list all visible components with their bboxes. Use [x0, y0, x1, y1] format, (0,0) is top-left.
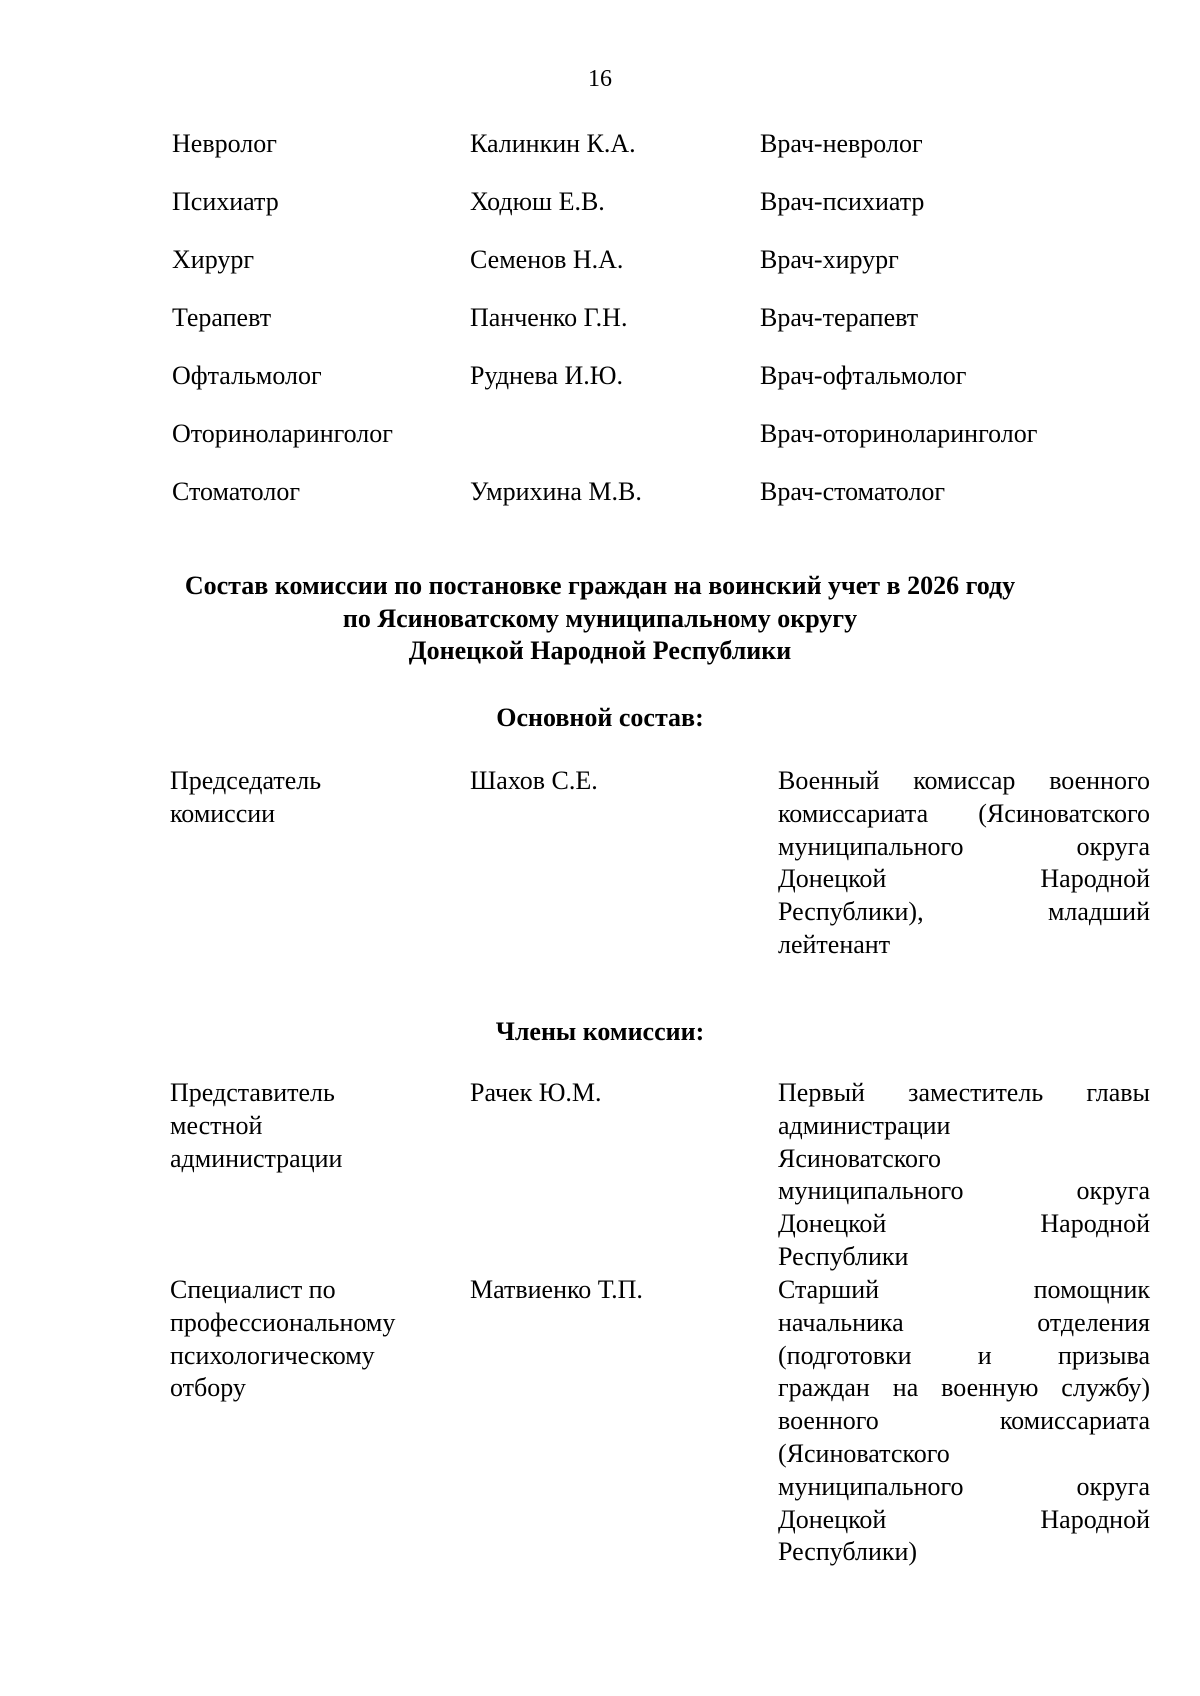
doctor-position: Врач-терапевт [760, 303, 919, 332]
desc-line: Первый заместитель главы [778, 1078, 1150, 1107]
doctor-position: Врач-стоматолог [760, 477, 946, 506]
desc-line: начальника отделения [778, 1307, 1150, 1337]
doctor-name: Умрихина М.В. [470, 477, 642, 506]
desc-line: Ясиноватского [778, 1143, 942, 1173]
desc-line: Старший помощник [778, 1275, 1150, 1304]
role-line: психологическому [170, 1340, 375, 1370]
desc-line: Республики [778, 1241, 909, 1271]
doctor-name: Ходюш Е.В. [470, 187, 605, 216]
role-line: местной [170, 1110, 263, 1140]
doctor-specialty: Терапевт [172, 303, 272, 332]
member-description [778, 1077, 1150, 1274]
desc-line: военного комиссариата [778, 1406, 1150, 1436]
doctor-specialty: Психиатр [172, 187, 279, 216]
desc-line: комиссариата (Ясиноватского [778, 798, 1150, 828]
document-title [0, 570, 1200, 668]
doctor-position: Врач-невролог [760, 129, 923, 158]
doctor-name: Панченко Г.Н. [470, 303, 628, 332]
role-line: комиссии [170, 798, 276, 828]
doctor-position: Врач-психиатр [760, 187, 925, 216]
title-line: Донецкой Народной Республики [408, 636, 792, 665]
desc-line: граждан на военную службу) [778, 1373, 1150, 1403]
doctor-specialty: Стоматолог [172, 477, 300, 506]
chair-role [170, 765, 430, 831]
member-description [778, 1274, 1150, 1569]
desc-line: Донецкой Народной [778, 1209, 1150, 1239]
doctor-position: Врач-хирург [760, 245, 899, 274]
member-name: Матвиенко Т.П. [470, 1275, 643, 1304]
doctor-specialty: Хирург [172, 245, 255, 274]
desc-line: Донецкой Народной [778, 1504, 1150, 1534]
desc-line: Республики) [778, 1537, 918, 1567]
doctor-specialty: Невролог [172, 129, 277, 158]
member-role [170, 1274, 430, 1405]
desc-line: Республики), младший [778, 897, 1150, 927]
role-line: Представитель [170, 1078, 335, 1107]
main-composition-heading: Основной состав: [496, 703, 704, 732]
role-line: Председатель [170, 766, 322, 795]
doctor-position: Врач-офтальмолог [760, 361, 967, 390]
title-line: Состав комиссии по постановке граждан на воинский учет в 2026 году [184, 571, 1016, 600]
member-role [170, 1077, 430, 1175]
desc-line: муниципального округа [778, 1471, 1150, 1501]
doctor-name: Семенов Н.А. [470, 245, 624, 274]
role-line: профессиональному [170, 1307, 396, 1337]
doctor-name: Калинкин К.А. [470, 129, 636, 158]
desc-line: Донецкой Народной [778, 864, 1150, 894]
desc-line: лейтенант [778, 929, 891, 959]
member-name: Рачек Ю.М. [470, 1078, 602, 1107]
chair-name: Шахов С.Е. [470, 766, 598, 795]
page-number: 16 [588, 66, 612, 92]
role-line: отбору [170, 1373, 246, 1403]
desc-line: Военный комиссар военного [778, 766, 1150, 795]
desc-line: муниципального округа [778, 831, 1150, 861]
desc-line: муниципального округа [778, 1176, 1150, 1206]
doctor-specialty: Оториноларинголог [172, 419, 393, 448]
desc-line: (подготовки и призыва [778, 1340, 1150, 1370]
desc-line: (Ясиноватского [778, 1438, 950, 1468]
role-line: Специалист по [170, 1275, 336, 1304]
desc-line: администрации [778, 1110, 951, 1140]
title-line: по Ясиноватскому муниципальному округу [342, 603, 858, 633]
doctor-position: Врач-оториноларинголог [760, 419, 1038, 448]
chair-description [778, 765, 1150, 962]
doctor-name: Руднева И.Ю. [470, 361, 623, 390]
doctor-specialty: Офтальмолог [172, 361, 322, 390]
role-line: администрации [170, 1143, 343, 1173]
members-heading: Члены комиссии: [495, 1017, 705, 1046]
